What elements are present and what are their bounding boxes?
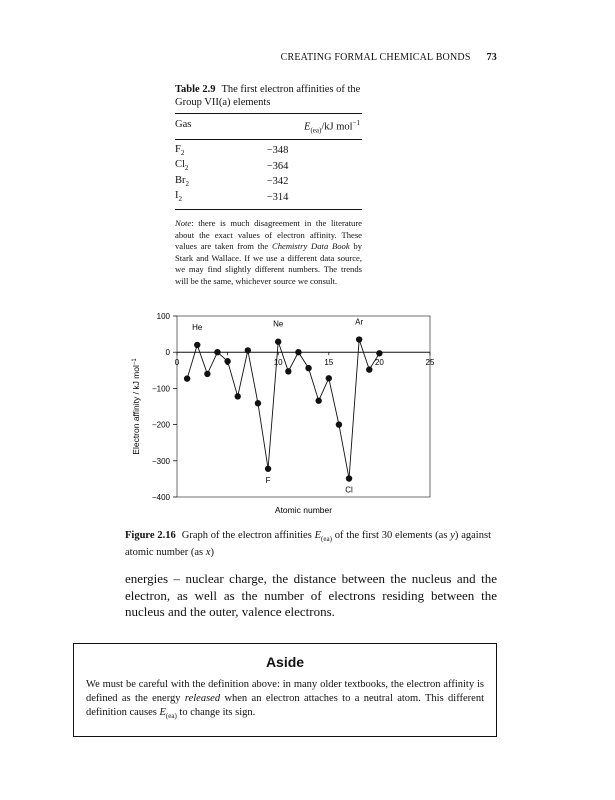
data-point [346, 475, 352, 481]
data-point [235, 393, 241, 399]
electron-affinity-chart [125, 305, 455, 520]
y-tick-label: −200 [151, 420, 170, 430]
aside-text: We must be careful with the definition above: in many older textbooks, the electron affinity is defined as the energy released when an electron attaches to a neutral atom. This different definition causes $E_{(ea)}$ to change its sign. [86, 679, 485, 721]
y-ticks [152, 312, 177, 502]
data-point [295, 349, 301, 355]
plot-frame [174, 316, 430, 497]
aside-title: Aside [265, 654, 305, 670]
page-number: 73 [486, 52, 497, 63]
col-value-header: $E_{(ea)}/kJ$ mol$^{-1}$ [304, 119, 360, 135]
x-tick-label: 15 [324, 358, 334, 368]
table-row: $Cl_2$ −364 [175, 159, 289, 173]
data-point [305, 365, 311, 371]
table-body [175, 140, 362, 209]
figure-label: Figure 2.16 [125, 530, 176, 541]
col-gas-header: Gas [175, 119, 192, 130]
series-line [187, 340, 379, 479]
table-2-9 [175, 83, 362, 288]
data-point [315, 398, 321, 404]
data-point [204, 371, 210, 377]
table-row: $Br_2$ −342 [175, 174, 289, 188]
x-axis-label: Atomic number [274, 505, 333, 515]
y-tick-label: −100 [151, 384, 170, 394]
data-point [376, 350, 382, 356]
x-tick-label: 10 [273, 358, 283, 368]
data-points [184, 336, 383, 481]
table-caption-text: The first electron affinities of the Group VII(a) elements [175, 84, 361, 108]
data-point [184, 375, 190, 381]
table-note: Note: there is much disagreement in the literature about the exact values of electron affinity. These values are taken from the Chemistry Data Book by Stark and Wallace. If we use a different data source, we may find slightly different numbers. The trends will be the same, whichever source we consult. [175, 217, 362, 286]
y-tick-label: 0 [165, 348, 170, 358]
data-point [245, 347, 251, 353]
x-tick-label: 25 [425, 358, 435, 368]
aside-box [73, 643, 497, 737]
table-header-row [175, 114, 362, 139]
running-header [0, 52, 497, 63]
data-point [285, 368, 291, 374]
x-tick-label: 20 [374, 358, 384, 368]
table-bottom-rule [175, 209, 362, 210]
y-tick-label: −400 [151, 493, 170, 502]
element-annotation: He [192, 322, 203, 332]
y-tick-label: −300 [151, 456, 170, 466]
chart-svg [125, 305, 455, 520]
element-annotation: F [265, 475, 271, 485]
figure-caption: Figure 2.16 Graph of the electron affinities $E_{(ea)}$ of the first 30 elements (as y) against atomic number (as x) [125, 530, 491, 559]
data-point [326, 375, 332, 381]
element-annotation: Cl [345, 485, 353, 495]
data-point [224, 358, 230, 364]
x-tick-label: 0 [174, 358, 180, 368]
y-tick-label: 100 [156, 312, 170, 321]
table-label: Table 2.9 [175, 84, 216, 95]
data-point [255, 400, 261, 406]
data-point [194, 342, 200, 348]
table-row: $I_2$ −314 [175, 190, 289, 204]
element-annotation: Ar [355, 317, 364, 327]
data-point [214, 349, 220, 355]
data-point [265, 466, 271, 472]
data-point [366, 366, 372, 372]
table-caption [175, 83, 362, 109]
data-point [356, 336, 362, 342]
running-title: CREATING FORMAL CHEMICAL BONDS [280, 52, 471, 63]
body-paragraph: energies – nuclear charge, the distance between the nucleus and the electron, as well as the number of electrons residing between the nucleus and the outer, valence electrons. [125, 571, 497, 619]
y-axis-label: Electron affinity / kJ mol$^{-1}$ [131, 358, 141, 455]
element-annotation: Ne [273, 319, 284, 329]
data-point [336, 421, 342, 427]
table-row: $F_2$ −348 [175, 143, 289, 157]
data-point [275, 339, 281, 345]
